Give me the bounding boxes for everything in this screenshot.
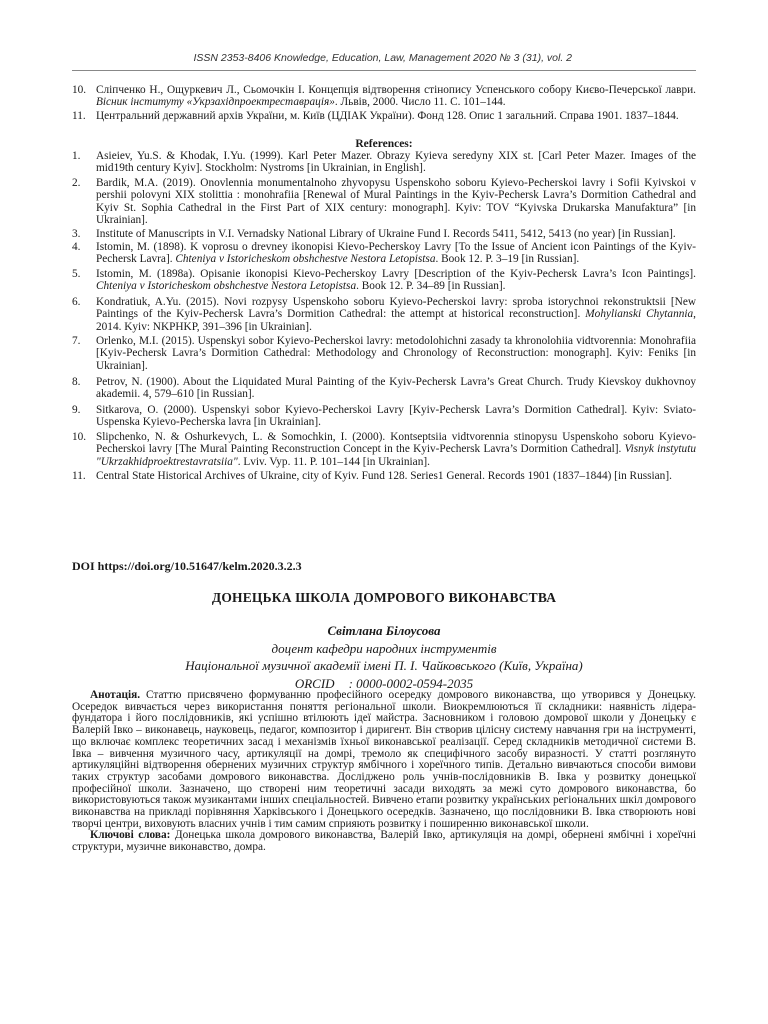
ref-number: 5. <box>72 268 81 280</box>
references-heading: References: <box>355 138 413 150</box>
ref-number: 9. <box>72 404 81 416</box>
ref-text: Sitkarova, O. (2000). Uspenskyi sobor Kyievo-Pecherskoi Lavry [Kyiv-Pechersk Lavra’s Dormition Cathedral]. Kyiv: Sviato-Uspenska Kyievo-Pecherska lavra [in Ukrainian]. <box>96 404 696 429</box>
ref-number: 1. <box>72 150 81 162</box>
reference-item <box>72 150 696 175</box>
ref-number: 11. <box>72 470 86 482</box>
ref-text: Сліпченко Н., Ощуркевич Л., Сьомочкін І. Концепція відтворення стінопису Успенського собору Києво-Печерської лаври. Вісник інституту «Укрзахідпроектреставрація». Львів, 2000. Число 11. С. 101–144. <box>96 84 696 109</box>
reference-item <box>72 376 696 401</box>
ref-text: Orlenko, M.I. (2015). Uspenskyi sobor Kyievo-Pecherskoi lavry: metodolohichni zasady ta khronolohiia vidtvorennia: Monohrafiia [Kyiv-Pechersk Lavra’s Dormition Cathedral: Methodology and Chronology of Reconstruction: monograph]. Kyiv: Feniks [in Ukrainian]. <box>96 335 696 372</box>
ref-text: Istomin, M. (1898). K voprosu o drevney ikonopisi Kievo-Pecherskoy Lavry [To the Issue of Ancient icon Paintings of the Kyiv-Pechersk Lavra]. Chteniya v Istoricheskom obshchestve Nestora Letopistsa. Book 12. P. 3–19 [in Russian]. <box>96 241 696 266</box>
author-affiliation: Національної музичної академії імені П. І. Чайковського (Київ, Україна) <box>185 658 583 673</box>
reference-item <box>72 404 696 429</box>
reference-item <box>72 177 696 226</box>
abstract-label: Анотація. <box>90 689 141 701</box>
reference-item <box>72 241 696 266</box>
ref-number: 11. <box>72 110 86 122</box>
author-block <box>72 622 696 692</box>
ref-number: 10. <box>72 431 87 443</box>
ref-text: Bardik, M.A. (2019). Onovlennia monumentalnoho zhyvopysu Uspenskoho soboru Kyievo-Pecherskoi lavry i Sofii Kyivskoi v pershii polovyni XIX stolittia : monohrafiia [Renewal of Mural Paintings in the Kyiv-Pechersk Lavra’s Dormition Cathedral and Kyiv St. Sophia Cathedral in the First Part of XIX century: monograph]. Kyiv: TOV “Kyivska Drukarska Manufaktura” [in Ukrainian]. <box>96 177 696 226</box>
author-position: доцент кафедри народних інструментів <box>271 640 497 656</box>
author-name: Світлана Білоусова <box>327 623 441 638</box>
ref-text: Istomin, M. (1898a). Opisanie ikonopisi Kievo-Pecherskoy Lavry [Description of the Kyiv-Pechersk Lavra’s Icon Paintings]. Chteniya v Istoricheskom obshchestve Nestora Letopistsa. Book 12. P. 34–89 [in Russian]. <box>96 268 696 293</box>
reference-item <box>72 470 696 482</box>
running-header: ISSN 2353-8406 Knowledge, Education, Law, Management 2020 № 3 (31), vol. 2 <box>193 52 572 64</box>
abstract-paragraph <box>72 690 696 830</box>
ref-number: 4. <box>72 241 81 253</box>
reference-item <box>72 268 696 293</box>
ref-number: 8. <box>72 376 81 388</box>
header-divider <box>72 70 696 71</box>
ref-text: Institute of Manuscripts in V.I. Vernadsky National Library of Ukraine Fund I. Records 5411, 5412, 5413 (no year) [in Russian]. <box>96 228 676 240</box>
doi-link[interactable]: DOI https://doi.org/10.51647/kelm.2020.3.2.3 <box>72 559 302 573</box>
reference-item <box>72 431 696 468</box>
keywords-paragraph <box>72 830 696 853</box>
article-title: ДОНЕЦЬКА ШКОЛА ДОМРОВОГО ВИКОНАВСТВА <box>211 590 557 605</box>
orcid-label: ORCID <box>294 675 335 691</box>
abstract-text: Статтю присвячено формуванню професійного осередку домрового виконавства, що утворився у Донецьку. Осередок вивчається через використання поняття регіональної школи. Виокремлюються її складники: наявність лідера-фундатора і його послідовників, які успішно втілюють ідеї майстра. Засновником і головою домрової школи у Донецьку є Валерій Івко – виконавець, науковець, педагог, композитор і диригент. Він створив цілісну систему навчання гри на інструменті, що включає комплекс теоретичних засад і механізмів їхньої виконавської реалізації. Серед складників методичної системи В. Івка – вивчення музичного часу, артикуляції на домрі, тремоло як специфічного засобу виразності. У статті розглянуто артикуляційні відтворення обернених музичних структур ямбічного і хореїчного типів. Детально вивчаються способи вимови таких структур засобами домрового виконавства. Досліджено роль учнів-послідовників В. Івка у розвитку донецької професійної школи. Зазначено, що створені ним теоретичні засади виходять за межі суто домрового виконавства, бо використовуються також музикантами інших спеціальностей. Вивчено етапи розвитку українських регіональних шкіл домрового виконавства на прикладі порівняння Харківського і Донецького осередків. Зазначено, що послідовники В. Івка створюють нові творчі центри, виховують власних учнів і тим самим сприяють розвитку і поширенню виконавської школи. <box>72 689 696 830</box>
reference-item <box>72 296 696 333</box>
ref-number: 3. <box>72 228 81 240</box>
keywords-label: Ключові слова: <box>90 829 171 842</box>
cyrillic-ref-item <box>72 110 696 122</box>
reference-item <box>72 335 696 372</box>
reference-item <box>72 228 696 240</box>
ref-number: 10. <box>72 84 87 96</box>
ref-text: Asieiev, Yu.S. & Khodak, I.Yu. (1999). Karl Peter Mazer. Obrazy Kyieva seredyny XIX st. [Carl Peter Mazer. Images of the mid19th century Kyiv]. Stockholm: Nystroms [in Ukrainian, in English]. <box>96 150 696 175</box>
ref-text: Petrov, N. (1900). About the Liquidated Mural Painting of the Kyiv-Pechersk Lavra’s Great Church. Trudy Kievskoy dukhovnoy akademii. 4, 579–610 [in Russian]. <box>96 376 696 401</box>
abstract <box>72 690 696 854</box>
ref-number: 2. <box>72 177 81 189</box>
ref-text: Slipchenko, N. & Oshurkevych, L. & Somochkin, I. (2000). Kontseptsiia vidtvorennia stinopysu Uspenskoho soboru Kyievo-Pecherskoi lavry [The Mural Painting Reconstruction Concept in the Kyiv-Pechersk Lavra’s Dormition Cathedral]. Visnyk instytutu "Ukrzakhidproektrestavratsiia". Lviv. Vyp. 11. P. 101–144 [in Ukrainian]. <box>96 431 696 468</box>
ref-number: 6. <box>72 296 81 308</box>
orcid-value[interactable]: : 0000-0002-0594-2035 <box>348 675 474 691</box>
ref-text: Central State Historical Archives of Ukraine, city of Kyiv. Fund 128. Series1 General. Records 1901 (1837–1844) [in Russian]. <box>96 470 672 482</box>
ref-number: 7. <box>72 335 81 347</box>
ref-text: Kondratiuk, A.Yu. (2015). Novi rozpysy Uspenskoho soboru Kyievo-Pecherskoi lavry: sproba istorychnoi rekonstruktsii [New Paintings of the Kyiv-Pechersk Lavra’s Dormition Cathedral: the attempt at historical reconstruction]. Mohylianski Chytannia, 2014. Kyiv: NKPHKP, 391–396 [in Ukrainian]. <box>96 296 696 333</box>
ref-text: Центральний державний архів України, м. Київ (ЦДІАК України). Фонд 128. Опис 1 загальний. Справа 1901. 1837–1844. <box>96 110 679 122</box>
keywords-text: Донецька школа домрового виконавства, Валерій Івко, артикуляція на домрі, обернені ямбічні і хореїчні структури, музичне виконавство, домра. <box>72 829 696 854</box>
cyrillic-ref-item <box>72 84 696 109</box>
